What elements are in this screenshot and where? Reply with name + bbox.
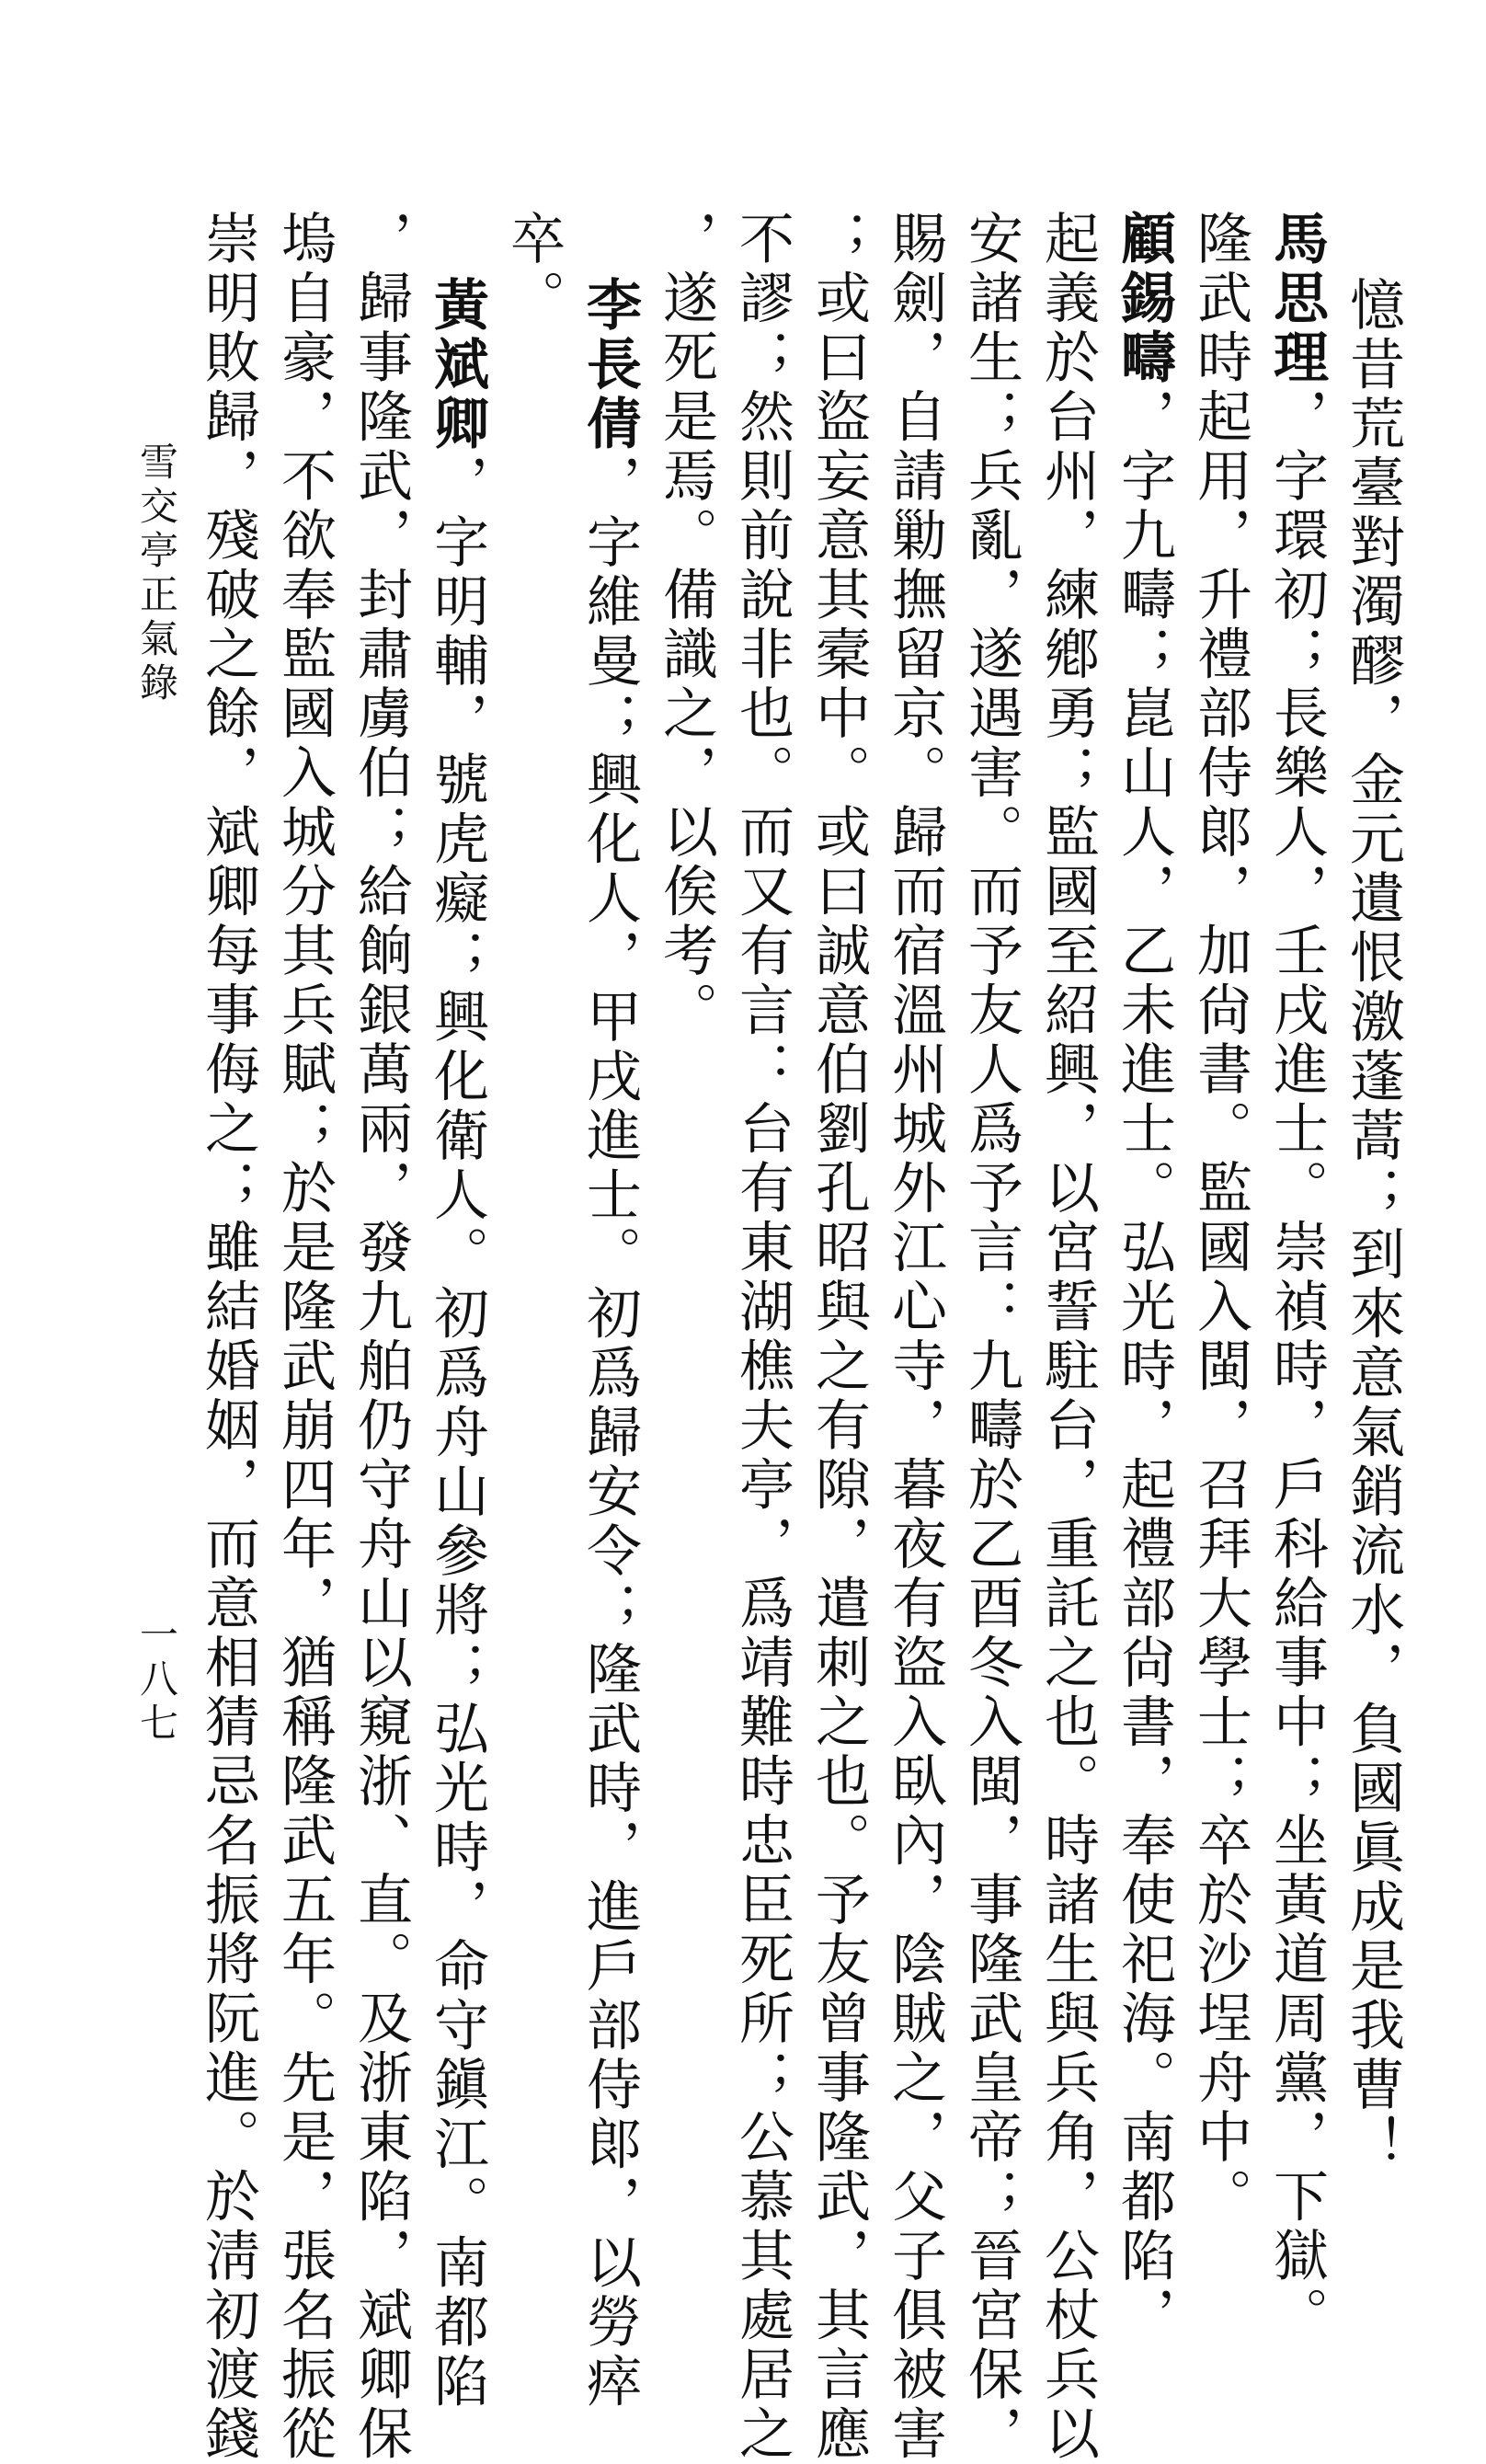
column-text: 隆武時起用，升禮部侍郞，加尙書。監國入閩，召拜大學士；卒於沙埕舟中。 — [1188, 210, 1252, 2227]
text-column-5 — [1035, 210, 1100, 2464]
text-column-3 — [1188, 210, 1252, 2227]
text-column-1 — [1341, 276, 1405, 2174]
column-text: ，字環初；長樂人，壬戌進士。崇禎時，戶科給事中；坐黃道周黨，下獄。 — [1264, 387, 1329, 2345]
text-column-6 — [959, 210, 1023, 2464]
column-text: 起義於台州，練鄕勇；監國至紹興，以宮誓駐台，重託之也。時諸生與兵角，公杖兵以 — [1035, 210, 1100, 2464]
person-name: 馬思理 — [1264, 210, 1329, 388]
text-column-4 — [1112, 210, 1176, 2345]
column-text: ，字維曼；興化人，甲戌進士。初爲歸安令；隆武時，進戶部侍郞，以勞瘁 — [577, 453, 642, 2412]
text-column-7 — [883, 210, 947, 2464]
text-column-9 — [730, 210, 794, 2464]
column-text: 憶昔荒臺對濁醪，金元遺恨激蓬蒿；到來意氣銷流水，負國眞成是我曹！ — [1341, 276, 1405, 2174]
person-name: 黃斌卿 — [425, 276, 489, 454]
column-text: ，字明輔，號虎癡；興化衛人。初爲舟山參將；弘光時，命守鎭江。南都陷 — [425, 453, 489, 2412]
person-name: 顧錫疇 — [1112, 210, 1176, 388]
book-title: 雪交亭正氣錄 — [134, 441, 179, 706]
column-text: ，字九疇；崑山人，乙未進士。弘光時，起禮部尙書，奉使祀海。南都陷， — [1112, 387, 1176, 2345]
text-column-15 — [272, 210, 337, 2464]
column-text: 安諸生；兵亂，遂遇害。而予友人爲予言：九疇於乙酉冬入閩，事隆武皇帝；晉宮保， — [959, 210, 1023, 2464]
text-column-2 — [1264, 210, 1329, 2345]
column-text: 賜劍，自請勦撫留京。歸而宿溫州城外江心寺，暮夜有盜入臥內，陰賊之，父子俱被害 — [883, 210, 947, 2464]
text-column-12 — [501, 210, 566, 328]
column-text: 不謬；然則前說非也。而又有言：台有東湖樵夫亭，爲靖難時忠臣死所；公慕其處居之 — [730, 210, 794, 2464]
text-column-10 — [654, 210, 718, 1040]
person-name: 李長倩 — [577, 276, 642, 454]
column-text: ，遂死是焉。備識之，以俟考。 — [654, 210, 718, 1040]
column-text: 塢自豪，不欲奉監國入城分其兵賦；於是隆武崩四年，猶稱隆武五年。先是，張名振從 — [272, 210, 337, 2464]
text-column-11 — [577, 276, 642, 2412]
column-text: 崇明敗歸，殘破之餘，斌卿每事侮之；雖結婚姻，而意相猜忌名振將阮進。於淸初渡錢 — [196, 210, 260, 2464]
column-text: ，歸事隆武，封肅虜伯；給餉銀萬兩，發九舶仍守舟山以窺浙、直。及浙東陷，斌卿保 — [349, 210, 413, 2464]
text-column-16 — [196, 210, 260, 2464]
column-text: ；或曰盜妄意其槖中。或曰誠意伯劉孔昭與之有隙，遣刺之也。予友曾事隆武，其言應 — [806, 210, 871, 2464]
column-text: 卒。 — [501, 210, 566, 328]
text-column-13 — [425, 276, 489, 2412]
text-column-14 — [349, 210, 413, 2464]
text-column-8 — [806, 210, 871, 2464]
page-number: 一八七 — [134, 1614, 179, 1747]
